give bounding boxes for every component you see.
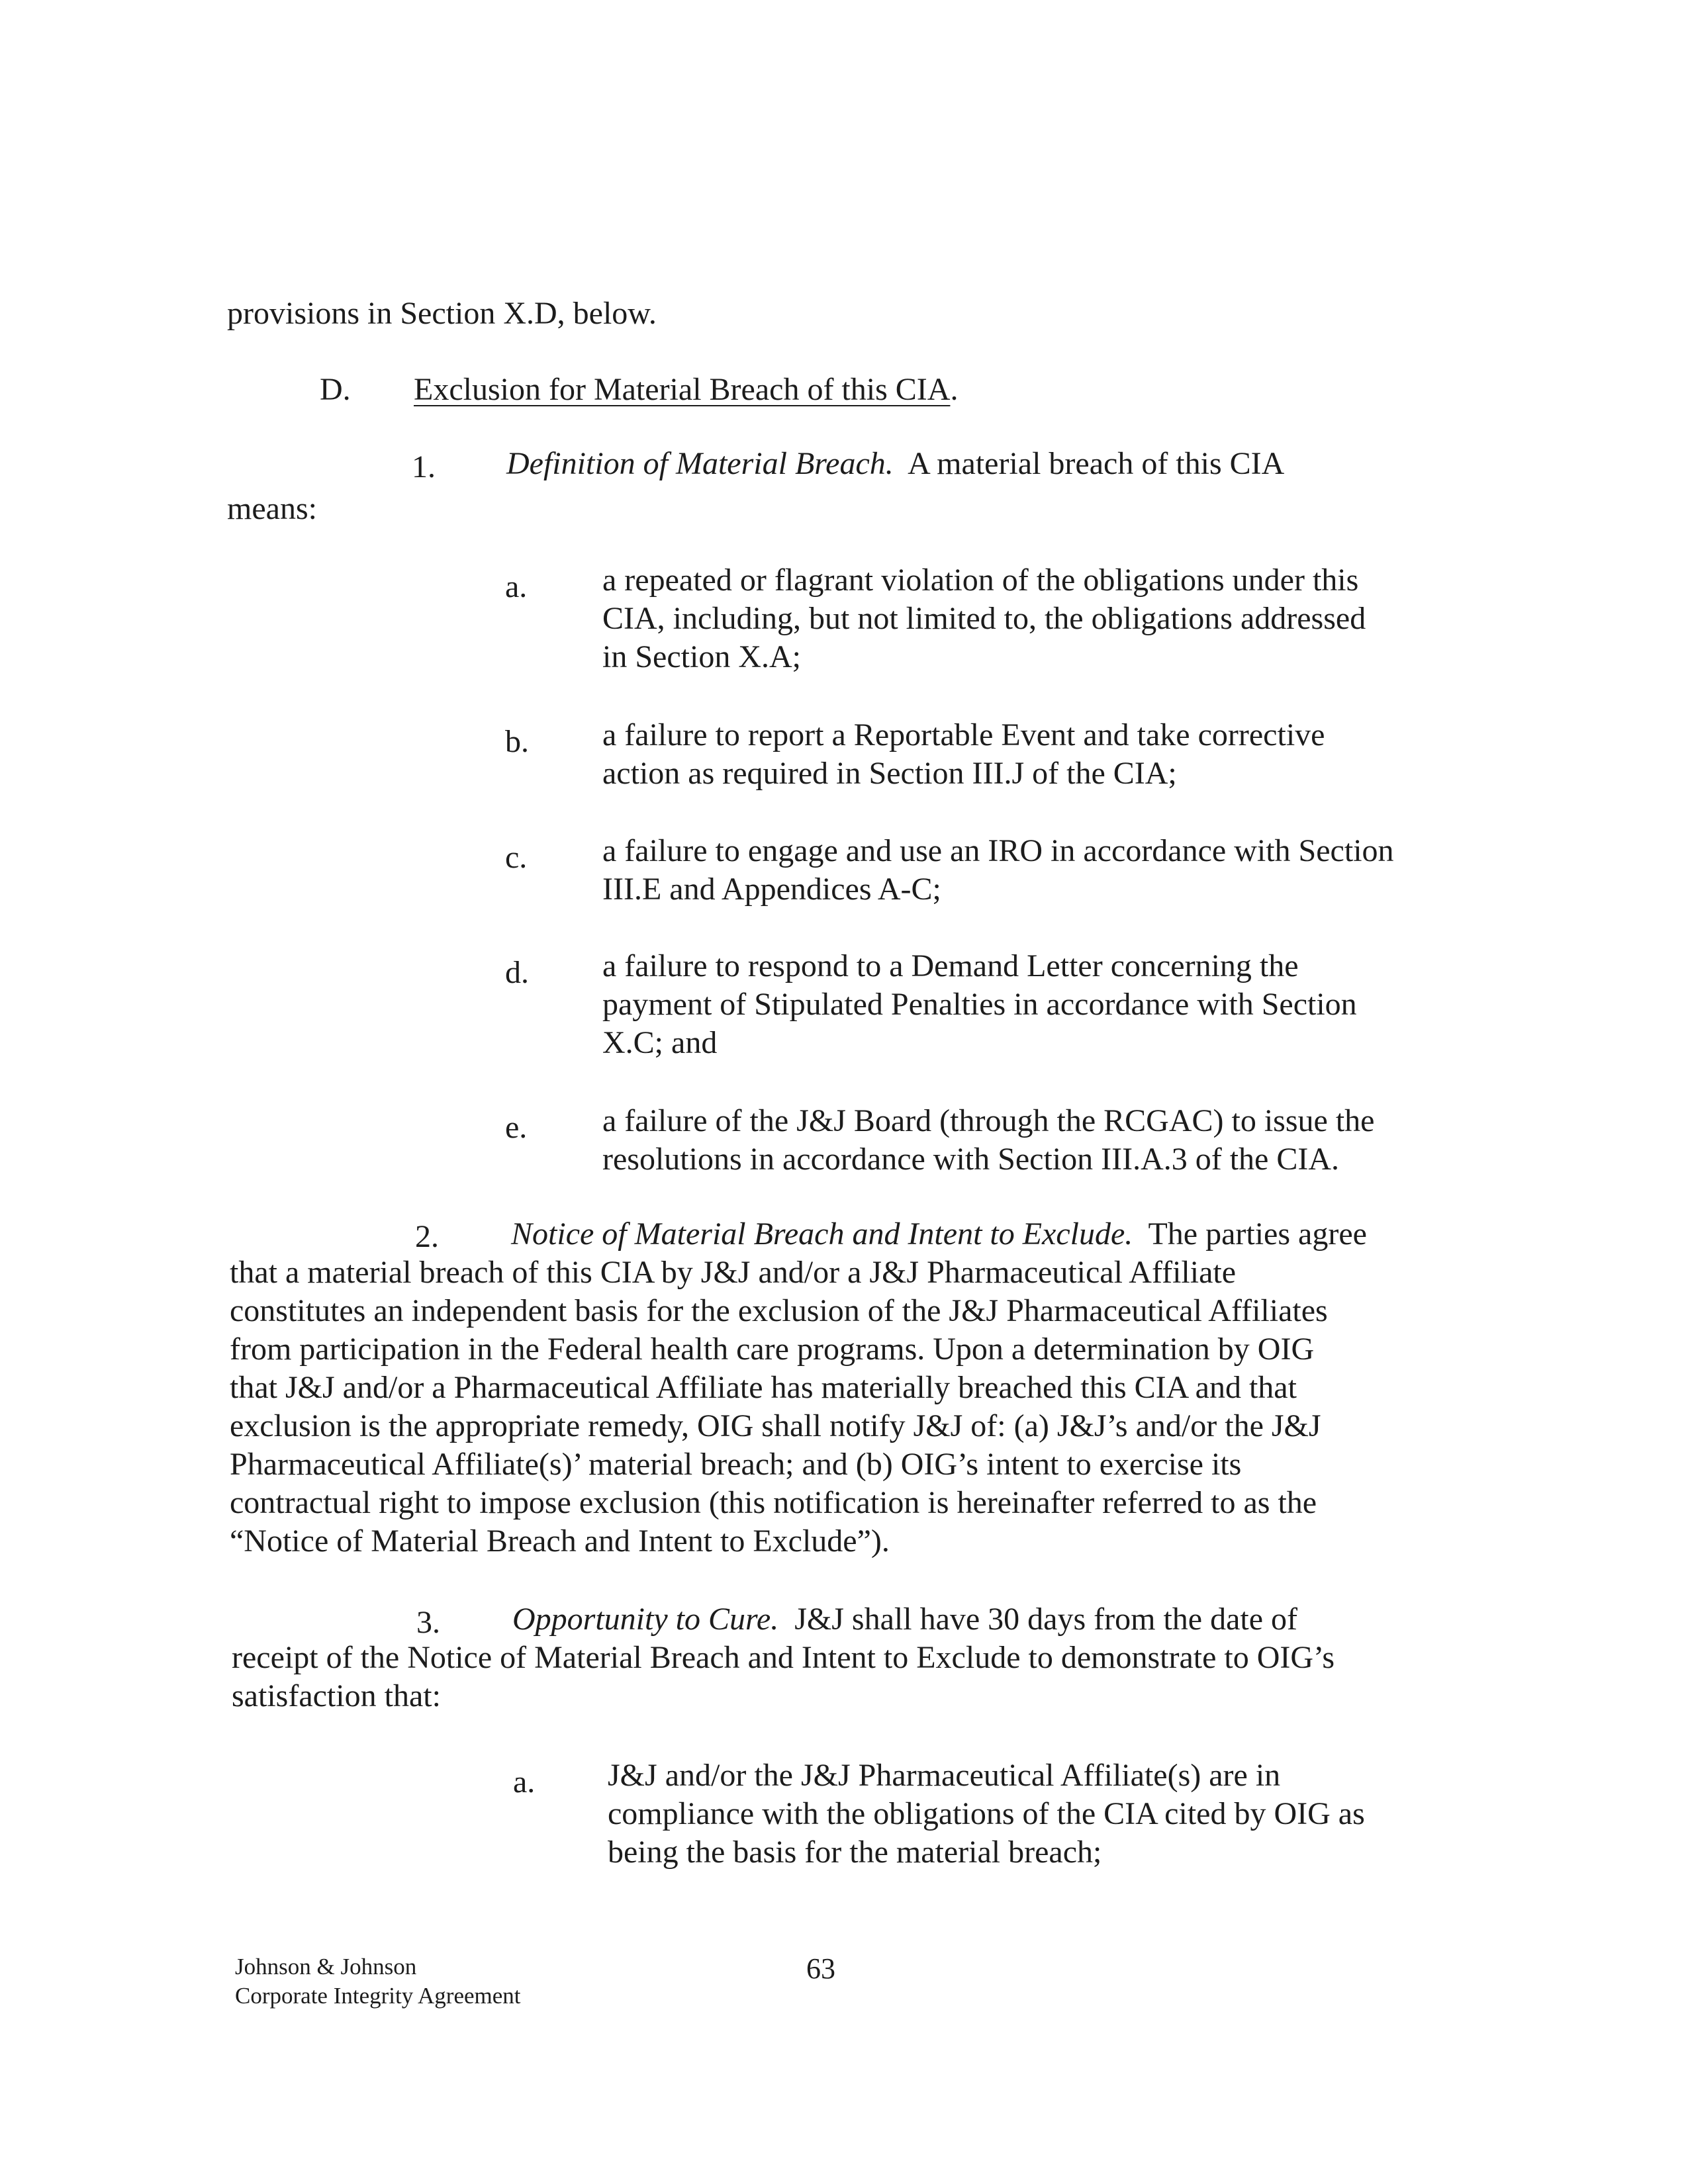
text-line: in Section X.A; — [602, 639, 801, 674]
text-line: payment of Stipulated Penalties in accordance with Section — [602, 987, 1357, 1022]
text-line: a repeated or flagrant violation of the obligations under this — [602, 563, 1359, 598]
item2-marker: 2. — [415, 1219, 439, 1254]
text-line: exclusion is the appropriate remedy, OIG shall notify J&J of: (a) J&J’s and/or the J&J — [230, 1408, 1321, 1443]
item3-first-line-rest: J&J shall have 30 days from the date of — [794, 1602, 1298, 1637]
text-line: satisfaction that: — [232, 1678, 441, 1713]
section-d-heading — [414, 371, 958, 409]
item3-title: Opportunity to Cure. — [512, 1602, 779, 1637]
item1-sub-d-marker: d. — [505, 955, 529, 990]
footer-document-info — [235, 1952, 521, 2011]
item3-body — [232, 1639, 1335, 1715]
text-line: resolutions in accordance with Section III.A.3 of the CIA. — [602, 1142, 1340, 1177]
text-line: constitutes an independent basis for the exclusion of the J&J Pharmaceutical Affiliates — [230, 1293, 1328, 1328]
item2-first-line-rest: The parties agree — [1148, 1216, 1367, 1251]
item1-text: A material breach of this CIA — [908, 446, 1285, 481]
lead-line: provisions in Section X.D, below. — [227, 296, 657, 331]
text-line: being the basis for the material breach; — [608, 1835, 1102, 1870]
text-line: that J&J and/or a Pharmaceutical Affiliate has materially breached this CIA and that — [230, 1370, 1297, 1405]
item1-first-line — [506, 445, 1284, 483]
text-line: III.E and Appendices A-C; — [602, 872, 941, 907]
item1-sub-b-marker: b. — [505, 724, 529, 759]
text-line: CIA, including, but not limited to, the obligations addressed — [602, 601, 1366, 636]
text-line: that a material breach of this CIA by J&J and/or a J&J Pharmaceutical Affiliate — [230, 1255, 1237, 1290]
text-line: X.C; and — [602, 1025, 718, 1060]
item1-sub-a-text — [602, 561, 1366, 676]
footer-document-title: Corporate Integrity Agreement — [235, 1983, 521, 2009]
item1-sub-e-text — [602, 1102, 1374, 1179]
text-line: a failure of the J&J Board (through the RCGAC) to issue the — [602, 1103, 1375, 1138]
item1-sub-e-marker: e. — [505, 1110, 528, 1145]
item1-sub-b-text — [602, 716, 1325, 793]
section-d-marker: D. — [320, 372, 351, 407]
text-line: a failure to report a Reportable Event and take corrective — [602, 717, 1325, 752]
text-line: compliance with the obligations of the CIA cited by OIG as — [608, 1796, 1365, 1831]
item1-title: Definition of Material Breach. — [506, 446, 894, 481]
item2-title: Notice of Material Breach and Intent to Exclude. — [511, 1216, 1133, 1251]
text-line: Pharmaceutical Affiliate(s)’ material breach; and (b) OIG’s intent to exercise its — [230, 1447, 1242, 1482]
item1-sub-c-text — [602, 832, 1394, 909]
text-line: action as required in Section III.J of the CIA; — [602, 756, 1177, 791]
text-line: a failure to engage and use an IRO in accordance with Section — [602, 833, 1394, 868]
item2-body — [230, 1253, 1328, 1561]
text-line: receipt of the Notice of Material Breach and Intent to Exclude to demonstrate to OIG’s — [232, 1640, 1335, 1675]
page-number: 63 — [806, 1952, 835, 1985]
text-line: from participation in the Federal health care programs. Upon a determination by OIG — [230, 1332, 1315, 1367]
text-line: J&J and/or the J&J Pharmaceutical Affiliate(s) are in — [608, 1758, 1281, 1793]
section-d-heading-period: . — [950, 372, 959, 407]
item1-sub-d-text — [602, 947, 1357, 1062]
footer-company: Johnson & Johnson — [235, 1954, 417, 1979]
item3-sub-a-text — [608, 1756, 1365, 1872]
item3-sub-a-marker: a. — [513, 1764, 536, 1799]
text-line: contractual right to impose exclusion (this notification is hereinafter referred to as the — [230, 1485, 1317, 1520]
item3-marker: 3. — [416, 1605, 440, 1640]
text-line: a failure to respond to a Demand Letter concerning the — [602, 948, 1299, 983]
item2-first-line — [511, 1215, 1367, 1253]
item1-sub-c-marker: c. — [505, 840, 528, 875]
item3-first-line — [512, 1600, 1297, 1639]
item1-continuation: means: — [227, 491, 317, 526]
item1-sub-a-marker: a. — [505, 569, 528, 604]
section-d-heading-text: Exclusion for Material Breach of this CIA — [414, 372, 951, 407]
text-line: “Notice of Material Breach and Intent to Exclude”). — [230, 1524, 890, 1559]
item1-marker: 1. — [412, 449, 436, 484]
